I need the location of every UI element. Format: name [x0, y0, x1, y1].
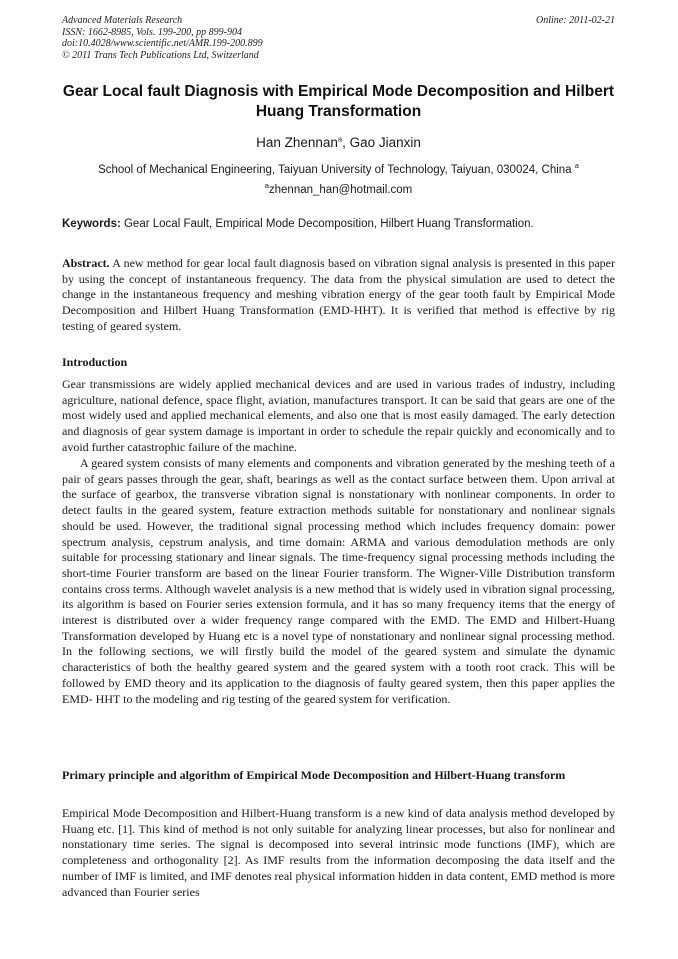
email-mark: a [264, 181, 269, 191]
keywords [62, 217, 615, 232]
journal-doi: doi:10.4028/www.scientific.net/AMR.199-200.899 [62, 38, 263, 49]
author-name: Han Zhennan [256, 135, 338, 150]
paragraph: A geared system consists of many elements and components and vibration generated by the meshing teeth of a pair of gears passes through the gear, shaft, bearings as well as the contact surface between them. Upon arrival at the surface of gearbox, the transverse vibration signal is nonstationary with nonlinear components. In order to detect faults in the geared system, feature extraction methods suitable for nonstationary and nonlinear signals should be used. However, the traditional signal processing method which includes frequency domain: power spectrum analysis, cepstrum analysis, and time domain: ARMA and various demodulation methods are only suitable for processing stationary and linear signals. The time-frequency signal processing methods including the short-time Fourier transform are based on the linear Fourier transform. The Wigner-Ville Distribution transform contains cross terms. Although wavelet analysis is a new method that is widely used in vibration signal processing, its algorithm is based on Fourier series extension formula, and it has so many frequency items that the energy of interest is distributed over a wider frequency range compared with the EMD. The EMD and Hilbert-Huang Transformation developed by Huang etc is a novel type of nonstationary and nonlinear signal processing method. In the following sections, we will firstly build the model of the geared system and simulate the dynamic characteristics of both the healthy geared system and the geared system with a tooth root crack. This will be followed by EMD theory and its application to the diagnosis of faulty geared system, then this paper applies the EMD- HHT to the modeling and rig testing of the geared system for verification. [62, 456, 615, 706]
abstract [62, 256, 615, 335]
abstract-label: Abstract. [62, 256, 110, 270]
affiliation-line [62, 160, 615, 180]
journal-issn: ISSN: 1662-8985, Vols. 199-200, pp 899-904 [62, 26, 242, 38]
email-line [62, 180, 615, 200]
journal-header [62, 15, 263, 61]
paper-title: Gear Local fault Diagnosis with Empirical Mode Decomposition and Hilbert Huang Transformation [62, 83, 615, 120]
affiliation-text: School of Mechanical Engineering, Taiyuan University of Technology, Taiyuan, 030024, China [98, 164, 575, 176]
affiliation-block [62, 160, 615, 200]
online-date: Online: 2011-02-21 [536, 15, 615, 26]
section-heading: Introduction [62, 355, 128, 369]
author-affil-mark: a [337, 134, 343, 144]
journal-name: Advanced Materials Research [62, 15, 183, 26]
keywords-text: Gear Local Fault, Empirical Mode Decomposition, Hilbert Huang Transformation. [120, 218, 534, 230]
author-line [62, 134, 615, 152]
section-heading: Primary principle and algorithm of Empirical Mode Decomposition and Hilbert-Huang transform [62, 768, 566, 782]
abstract-text: A new method for gear local fault diagnosis based on vibration signal analysis is presented in this paper by using the concept of instantaneous frequency. The data from the physical simulation are used to detect the change in the instantaneous frequency and meshing vibration energy of the gear tooth fault by Empirical Mode Decomposition and Hilbert Huang Transformation (EMD-HHT). It is verified that method is effective by rig testing of geared system. [62, 256, 615, 333]
author-email: zhennan_han@hotmail.com [268, 184, 413, 196]
journal-copyright: © 2011 Trans Tech Publications Ltd, Switzerland [62, 49, 259, 61]
paragraph: Gear transmissions are widely applied mechanical devices and are used in various trades of industry, including agriculture, national defence, space flight, aviation, manufactures transport. It can be said that gears are one of the most widely used and applied mechanical elements, and also one that is most easily damaged. The early detection and diagnosis of gear system damage is important in order to schedule the repair quickly and economically and to avoid further catastrophic failure of the machine. [62, 377, 615, 454]
author-separator: , [342, 135, 350, 150]
keywords-label: Keywords: [62, 218, 121, 230]
author-name: Gao Jianxin [349, 135, 421, 150]
affiliation-mark: a [574, 161, 579, 171]
paragraph: Empirical Mode Decomposition and Hilbert-Huang transform is a new kind of data analysis method developed by Huang etc. [1]. This kind of method is not only suitable for analyzing linear processes, but also for nonlinear and nonstationary time series. The signal is decomposed into several intrinsic mode functions (IMF), which are completeness and orthogonality [2]. As IMF results from the information decomposing the data itself and the number of IMF is limited, and IMF denotes real physical information hidden in data content, EMD method is more advanced than Fourier series [62, 806, 615, 899]
